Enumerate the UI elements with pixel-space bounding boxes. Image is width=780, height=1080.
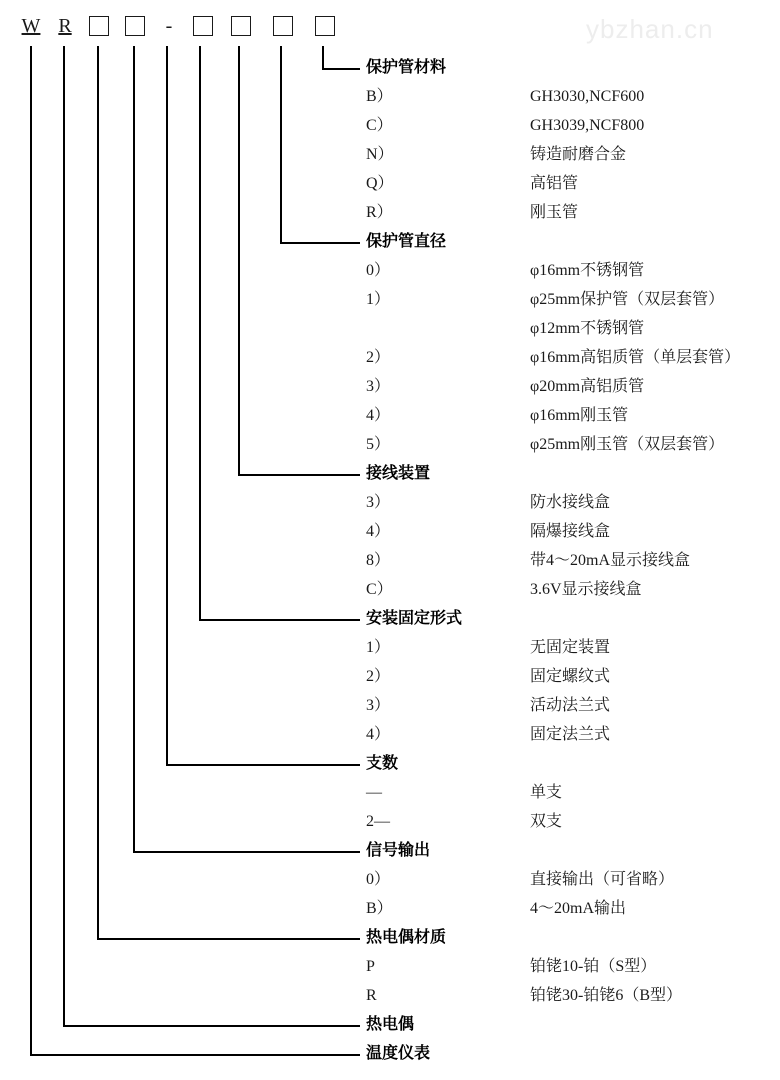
model-code-cell-4 bbox=[122, 12, 148, 40]
option-code: 0） bbox=[366, 262, 391, 279]
model-code-cell-2: R bbox=[58, 14, 72, 37]
branch-connector-line bbox=[166, 764, 360, 766]
option-code: B） bbox=[366, 900, 393, 917]
option-code: C） bbox=[366, 117, 393, 134]
option-description: 双支 bbox=[530, 813, 563, 830]
option-description: 带4～20mA显示接线盒 bbox=[530, 552, 691, 569]
model-code-cell-8 bbox=[270, 12, 296, 40]
option-description: 3.6V显示接线盒 bbox=[530, 581, 642, 598]
option-code: 3） bbox=[366, 494, 391, 511]
option-code: 2） bbox=[366, 349, 391, 366]
branch-stem-line bbox=[166, 46, 168, 764]
option-code: R bbox=[366, 987, 377, 1004]
branch-connector-line bbox=[238, 474, 360, 476]
code-box-icon bbox=[315, 16, 335, 36]
option-description: φ12mm不锈钢管 bbox=[530, 320, 645, 337]
option-description: GH3039,NCF800 bbox=[530, 117, 645, 134]
model-code-row bbox=[0, 12, 360, 46]
site-watermark: ybzhan.cn bbox=[586, 14, 714, 44]
option-code: 1） bbox=[366, 639, 391, 656]
branch-title-6: 信号输出 bbox=[366, 842, 431, 859]
option-description: 铂铑30-铂铑6（B型） bbox=[530, 987, 683, 1004]
code-box-icon bbox=[125, 16, 145, 36]
option-description: φ16mm不锈钢管 bbox=[530, 262, 645, 279]
branch-title-2: 保护管直径 bbox=[366, 233, 447, 250]
branch-stem-line bbox=[238, 46, 240, 474]
option-description: 直接输出（可省略） bbox=[530, 871, 675, 888]
code-box-icon bbox=[89, 16, 109, 36]
option-code: — bbox=[366, 784, 382, 801]
option-code: 0） bbox=[366, 871, 391, 888]
option-code: 5） bbox=[366, 436, 391, 453]
model-code-cell-3 bbox=[86, 12, 112, 40]
branch-connector-line bbox=[322, 68, 360, 70]
branch-stem-line bbox=[30, 46, 32, 1054]
option-description: 固定螺纹式 bbox=[530, 668, 611, 685]
code-box-icon bbox=[193, 16, 213, 36]
branch-stem-line bbox=[199, 46, 201, 619]
option-description: 高铝管 bbox=[530, 175, 579, 192]
option-description: 防水接线盒 bbox=[530, 494, 611, 511]
branch-title-5: 支数 bbox=[366, 755, 399, 772]
option-description: φ16mm刚玉管 bbox=[530, 407, 629, 424]
option-code: 4） bbox=[366, 407, 391, 424]
option-code: R） bbox=[366, 204, 393, 221]
branch-connector-line bbox=[30, 1054, 360, 1056]
option-code: 3） bbox=[366, 697, 391, 714]
option-description: 隔爆接线盒 bbox=[530, 523, 611, 540]
option-code: 8） bbox=[366, 552, 391, 569]
model-code-cell-5: - bbox=[165, 14, 173, 37]
branch-stem-line bbox=[280, 46, 282, 242]
branch-title-8: 热电偶 bbox=[366, 1016, 415, 1033]
option-description: 固定法兰式 bbox=[530, 726, 611, 743]
branch-title-7: 热电偶材质 bbox=[366, 929, 447, 946]
branch-stem-line bbox=[63, 46, 65, 1025]
option-description: φ25mm保护管（双层套管） bbox=[530, 291, 725, 308]
option-code: 4） bbox=[366, 726, 391, 743]
option-code: 4） bbox=[366, 523, 391, 540]
option-code: Q） bbox=[366, 175, 394, 192]
option-code: 1） bbox=[366, 291, 391, 308]
option-description: 铂铑10-铂（S型） bbox=[530, 958, 657, 975]
option-description: 活动法兰式 bbox=[530, 697, 611, 714]
option-description: φ25mm刚玉管（双层套管） bbox=[530, 436, 725, 453]
branch-connector-line bbox=[280, 242, 360, 244]
branch-connector-line bbox=[133, 851, 360, 853]
option-description: 铸造耐磨合金 bbox=[530, 146, 627, 163]
option-code: 2） bbox=[366, 668, 391, 685]
option-code: N） bbox=[366, 146, 394, 163]
model-code-cell-1: W bbox=[21, 14, 41, 37]
option-description: GH3030,NCF600 bbox=[530, 88, 645, 105]
code-box-icon bbox=[231, 16, 251, 36]
option-description: 单支 bbox=[530, 784, 563, 801]
model-code-cell-7 bbox=[228, 12, 254, 40]
option-description: 刚玉管 bbox=[530, 204, 579, 221]
code-box-icon bbox=[273, 16, 293, 36]
option-code: 3） bbox=[366, 378, 391, 395]
option-code: 2— bbox=[366, 813, 390, 830]
branch-title-9: 温度仪表 bbox=[366, 1045, 431, 1062]
option-description: φ20mm高铝质管 bbox=[530, 378, 645, 395]
branch-connector-line bbox=[97, 938, 360, 940]
option-code: C） bbox=[366, 581, 393, 598]
option-description: φ16mm高铝质管（单层套管） bbox=[530, 349, 741, 366]
model-code-cell-9 bbox=[312, 12, 338, 40]
option-code: P bbox=[366, 958, 375, 975]
option-description: 无固定装置 bbox=[530, 639, 611, 656]
branch-title-4: 安装固定形式 bbox=[366, 610, 463, 627]
branch-stem-line bbox=[97, 46, 99, 938]
branch-stem-line bbox=[322, 46, 324, 68]
option-description: 4～20mA输出 bbox=[530, 900, 627, 917]
model-code-cell-6 bbox=[190, 12, 216, 40]
branch-stem-line bbox=[133, 46, 135, 851]
branch-connector-line bbox=[63, 1025, 360, 1027]
option-code: B） bbox=[366, 88, 393, 105]
branch-title-3: 接线装置 bbox=[366, 465, 431, 482]
branch-title-1: 保护管材料 bbox=[366, 59, 447, 76]
branch-connector-line bbox=[199, 619, 360, 621]
